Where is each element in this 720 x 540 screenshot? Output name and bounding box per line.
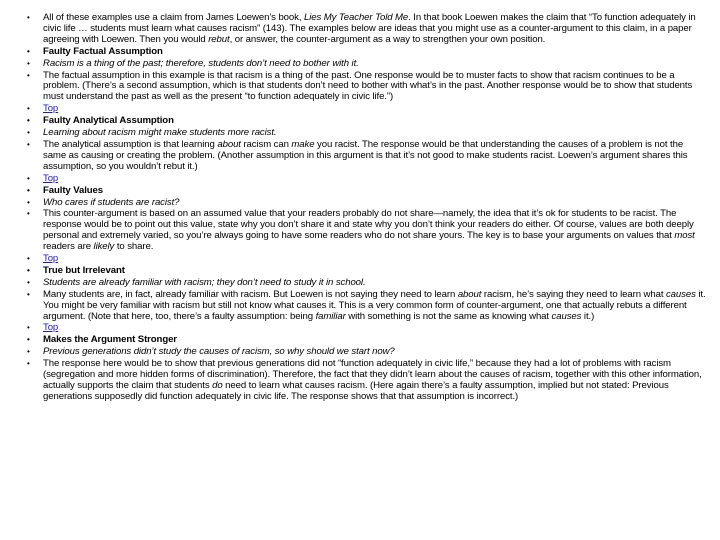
emphasis-text: likely [93, 241, 115, 253]
body-text: it. You might be very familiar with racism but still not know what causes it. This is a very common form of counter-argument, one that actually rebuts a different argument. (Note that here, too, there’s a faulty assumption: being [43, 288, 706, 322]
section-heading: Makes the Argument Stronger [43, 334, 177, 346]
body-text: need to learn what causes racism. (Here again there’s a faulty assumption, implied but not stated: Previous generations supposedly did function adequately in civic life. The response shows that that assumption is incorrect.) [43, 380, 669, 402]
body-text: The response here would be to show that previous generations did not “function adequately in civic life,” because they had a lot of problems with racism (segregation and more hidden forms of discrimination). Therefore, the fact that they didn’t learn about the causes of racism, together with this other information, actually supports the claim that students [43, 358, 702, 391]
bullet-icon: • [27, 128, 30, 138]
bullet-icon: • [27, 209, 30, 219]
body-text: Many students are, in fact, already familiar with racism. But Loewen is not saying they need to learn [43, 288, 458, 300]
bullet-icon: • [27, 347, 30, 357]
body-text: you racist. The response would be that understanding the causes of a problem is not the same as causing or creating the problem. (Another assumption in this argument is that it’s not good to make students racist. Loewen’s argument shares this assumption, so you wouldn’t rebut it.) [43, 138, 688, 172]
emphasis-text: about [457, 288, 482, 300]
list-item-question [27, 278, 707, 289]
counter-argument-text: Learning about racism might make students more racist. [43, 127, 277, 139]
bullet-icon: • [27, 197, 30, 207]
bullet-icon: • [27, 173, 30, 183]
section-heading: Faulty Factual Assumption [43, 45, 163, 57]
bullet-icon: • [27, 359, 30, 369]
emphasis-text: causes [665, 288, 696, 300]
list-item-question [27, 59, 707, 70]
list-item-link [27, 104, 707, 115]
list-item-question [27, 198, 707, 209]
counter-argument-text: Previous generations didn’t study the causes of racism, so why should we start now? [43, 346, 395, 358]
counter-argument-text: Who cares if students are racist? [43, 196, 180, 208]
list-item-heading [27, 47, 707, 58]
bullet-icon: • [27, 104, 30, 114]
bullet-icon: • [27, 254, 30, 264]
section-heading: True but Irrelevant [43, 264, 125, 276]
bullet-icon: • [27, 116, 30, 126]
top-link[interactable]: Top [43, 322, 59, 334]
bullet-icon: • [27, 289, 30, 299]
list-item-body [27, 71, 707, 104]
body-text: The analytical assumption is that learning [43, 138, 218, 150]
list-item-body [27, 359, 707, 403]
counter-argument-text: Racism is a thing of the past; therefore, students don’t need to bother with it. [43, 57, 359, 69]
emphasis-text: familiar [315, 310, 346, 322]
body-text: All of these examples use a claim from James Loewen’s book, [43, 12, 304, 23]
bullet-icon: • [27, 277, 30, 287]
bullet-icon: • [27, 185, 30, 195]
bullet-icon: • [27, 335, 30, 345]
emphasis-text: do [212, 380, 223, 391]
body-text: , or answer, the counter-argument as a way to strengthen your own position. [229, 33, 546, 45]
bullet-icon: • [27, 70, 30, 80]
body-text: . In that book Loewen makes the claim that “To function adequately in civic life … students must learn what causes racism” (143). The examples below are ideas that you might use as a counter-argument to this claim, in a paper agreeing with Loewen. Then you would [43, 12, 696, 45]
list-item-link [27, 174, 707, 185]
body-text: it.) [581, 310, 595, 322]
bullet-icon: • [27, 265, 30, 275]
body-text: with something is not the same as knowing what [345, 310, 552, 322]
emphasis-text: rebut [208, 33, 230, 45]
list-item-body [27, 209, 707, 253]
list-item-link [27, 323, 707, 334]
bullet-icon: • [27, 58, 30, 68]
body-text: This counter-argument is based on an assumed value that your readers probably do not share—namely, the idea that it’s ok for students to be racist. The response would be to point out this value, state why you don’t share it and state why you don’t think your readers do either. Of course, values are both deeply personal and extremely varied, so you’re always going to have some readers who do not share yours. The key is to base your arguments on values that [43, 208, 694, 242]
list-item-heading [27, 186, 707, 197]
counter-argument-text: Students are already familiar with racism; they don’t need to study it in school. [43, 276, 366, 288]
body-text: racism, he’s saying they need to learn what [481, 288, 666, 300]
bullet-list [27, 13, 707, 404]
body-text: racism can [240, 138, 292, 150]
bullet-icon: • [27, 323, 30, 333]
emphasis-text: causes [551, 310, 582, 322]
list-item-heading [27, 266, 707, 277]
top-link[interactable]: Top [43, 103, 59, 115]
bullet-icon: • [27, 46, 30, 56]
section-heading: Faulty Values [43, 184, 104, 196]
list-item-intro [27, 13, 707, 46]
list-item-link [27, 254, 707, 265]
list-item-body [27, 290, 707, 323]
emphasis-text: most [674, 230, 695, 242]
body-text: The factual assumption in this example is that racism is a thing of the past. One response would be to muster facts to show that racism continues to be a problem. (There’s a second assumption, which is that students don’t need to bother with what’s in the past. Another response would be to show that students must understand the past as well as the present “to function adequately in civic life.”) [43, 69, 693, 103]
body-text: readers are [43, 241, 94, 253]
top-link[interactable]: Top [43, 172, 59, 184]
body-text: to share. [114, 241, 154, 253]
emphasis-text: make [291, 138, 315, 150]
list-item-question [27, 128, 707, 139]
list-item-question [27, 347, 707, 358]
list-item-heading [27, 335, 707, 346]
bullet-icon: • [27, 13, 30, 22]
emphasis-text: Lies My Teacher Told Me [303, 12, 409, 23]
emphasis-text: about [217, 138, 241, 150]
top-link[interactable]: Top [43, 253, 59, 265]
list-item-body [27, 140, 707, 173]
section-heading: Faulty Analytical Assumption [43, 115, 174, 127]
list-item-heading [27, 116, 707, 127]
bullet-icon: • [27, 139, 30, 149]
